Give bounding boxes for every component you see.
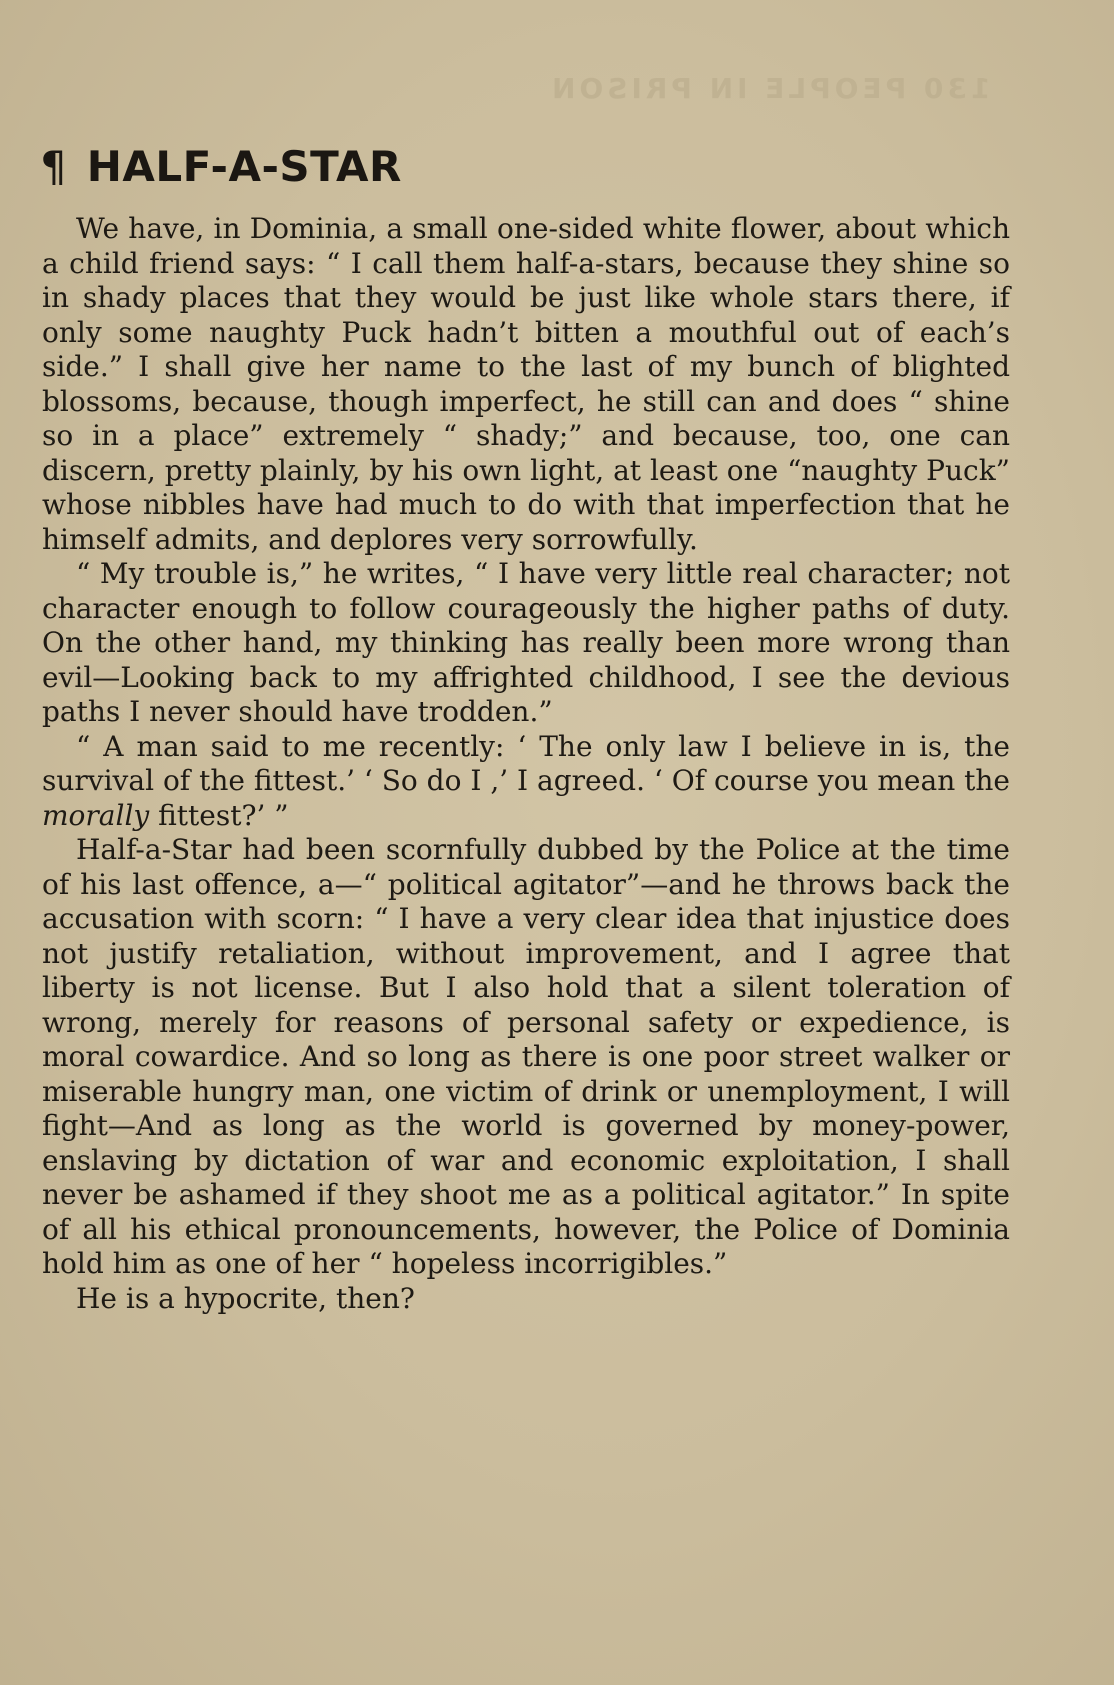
section-title: HALF-A-STAR	[86, 142, 402, 191]
show-through-running-head: 130 PEOPLE IN PRISON	[548, 72, 991, 105]
paragraph-quote-trouble: “ My trouble is,” he writes, “ I have very little real character; not character enough to follow courageously the higher paths of duty. On the other hand, my thinking has really been more wrong than evil—Looking back to my affrighted childhood, I see the devious paths I never should have trodden.”	[42, 557, 1010, 728]
pilcrow-icon: ¶	[40, 142, 67, 191]
paragraph-intro: We have, in Dominia, a small one-sided white flower, about which a child friend says: “ I call them half-a-stars, because they shine so in shady places that they would be just like whole stars there, if only some naughty Puck hadn’t bitten a mouthful out of each’s side.” I shall give her name to the last of my bunch of blighted blossoms, because, though imperfect, he still can and does “ shine so in a place” extremely “ shady;” and because, too, one can discern, pretty plainly, by his own light, at least one “naughty Puck” whose nibbles have had much to do with that imperfection that he himself admits, and deplores very sorrowfully.	[42, 212, 1010, 556]
quote-fittest-emphasis: morally	[42, 798, 150, 832]
section-heading	[40, 142, 402, 191]
paragraph-quote-fittest	[42, 730, 1010, 834]
body-text	[42, 212, 1010, 1316]
quote-fittest-before: “ A man said to me recently: ‘ The only law I believe in is, the survival of the fittest.’ ‘ So do I ,’ I agreed. ‘ Of course you mean the	[42, 729, 1010, 797]
quote-fittest-after: fittest?’ ”	[149, 798, 289, 832]
paragraph-closing-question: He is a hypocrite, then?	[76, 1281, 415, 1315]
paragraph-agitator: Half-a-Star had been scornfully dubbed by the Police at the time of his last offence, a—“ political agitator”—and he throws back the accusation with scorn: “ I have a very clear idea that injustice does not justify retaliation, without improvement, and I agree that liberty is not license. But I also hold that a silent toleration of wrong, merely for reasons of personal safety or expedience, is moral cowardice. And so long as there is one poor street walker or miserable hungry man, one victim of drink or unemployment, I will fight—And as long as the world is governed by money-power, enslaving by dictation of war and economic exploitation, I shall never be ashamed if they shoot me as a political agitator.” In spite of all his ethical pronouncements, however, the Police of Dominia hold him as one of her “ hopeless incorrigibles.”	[42, 833, 1010, 1280]
